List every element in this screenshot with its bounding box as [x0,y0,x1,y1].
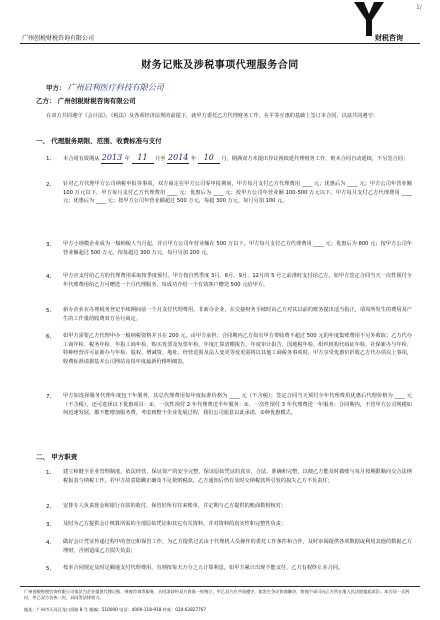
end-year-field: 2014 [168,153,189,162]
footer-address: 地址：广州市天河区龙口西路 8 号 邮编：510000 电话：4000-118-918 传真：020-62827767 [24,607,207,612]
party-a-handwritten-name: 广州启利医疗科技有限公司 [67,83,164,92]
item-number: 6、 [46,334,55,340]
intro-paragraph: 在双方共同遵守《会计法》、《税法》及各项经济法规的前提下，就甲方委托乙方代理财务工作，在平等互惠的基础上签订本合同，以兹共同遵守： [46,113,378,119]
duty-payment-clause: 按本合同规定及时足额地支付代理费用，有则按每天万分之五计算利息，如甲方累计出现不能支付，乙方有权终止本合同。 [63,565,344,571]
general-taxpayer-clause: 甲方小规模企业成为一般纳税人当月起，并且甲方公司年营业额在 500 万以下，甲方每月支付乙方代理费用 ____ 元；优惠后为 800 元；按甲方公司年营业额超过 500 万元，按每超过 300 万元，每月另加 200 元。 [63,241,412,256]
duty-voucher-clause: 做好会计凭证传递过程中的登记和保管工作，为乙方提供过去由于代理机人员操作的委托工作条件和合作，及时审阅提供各项数据或利用其他的数据乙方理财，否则造成乙方损失负责； [63,539,412,554]
party-b-line [36,96,136,105]
party-b-label: 乙方： [36,97,56,105]
item-number: 3、 [46,522,55,528]
duty-cash-clause: 安排专人负责现金和银行存款的收付，保管好所有往来账单，并定期与乙方提供的账面数相核对； [63,503,287,509]
annual-package-clause: 甲方如选择服务代理年度包干年服务，其总代理费用每年度标准价格为 ____ 元（不含税）；签定合同当天预付全年代理费用优惠后代理价格为 ____ 元（不含税）。还可选择以下优惠项目：①、一次性预付 2 年代理费送半年服务：②、一次性预付 3 年代理费送一年服务：合同期内，不管甲方公司规模如何迅速发展，都不能增加服务费，考虑到整个企业发展过程，我们公司愿意以此承诺，②种优惠模式。 [63,393,412,417]
fee-clause: 针对乙方代理甲方公司纳税申报等事项，双方商定在甲方公司零申报期间，甲方每月支付乙方代理费用 ____ 元；优惠后为 ____ 元；甲方公司年营业额 100 万元以下，甲方每月支付乙方代理费用 ____ 元；优惠后为 ____ 元；按甲方公司年营业额 100-500 万元以下，甲方每月支付乙方代理费用 ____ 元；优惠后为 ____ 元；按甲方公司年营业额超过 500 万元，每超 300 万元，每月另加 100 元。 [63,181,412,205]
party-a-line [46,82,164,93]
logo-brand-text: 财税咨询 [375,34,403,42]
item-number: 4、 [46,540,55,546]
item-number: 1、 [46,470,55,476]
extra-services-clause: 如甲方需要乙方代理申办一般纳税资格并且在 200 元，由甲方承担；合同期内乙方如有甲方带收费不超过 500 元的年度集账费用不另外收取；乙方代办工商年检、税务年检、年报工商年检、购买发票及发票年检、年度汇算清缴报告、年度审计报告、国地税年检、组织机构代码证年检、社保新办与年检、特种经营许可证新办与年检、股权、增减资、地址、经营范围及法人变更等变更需将以其他工商税务事项时，甲方享受优惠价折收乙方代办项以上事项，收费标准请据基本公司网站及每年度最新价格明细表。 [63,333,412,365]
end-month-field: 10 [198,154,220,164]
item-number: 7、 [46,394,55,400]
header-divider [20,43,420,44]
duty-documents-clause: 及时为乙方提供会计核算所需的全部原始凭证和其它有关资料，并对资料的真实性和完整性负责； [63,521,287,527]
footer-divider [20,586,420,587]
payment-clause: 甲方应支付给乙方的代理费用采取按季度预付。甲方按自然季度 3月、6月、9月、12月的 5 号之前准时支付给乙方。如甲方签定合同当天一次性预付全年代理费用给乙方可赠送一个月代理服务，每成功介绍一个有效客户赠送 500 元给甲方。 [63,273,412,288]
item-number: 2、 [46,504,55,510]
contract-title: 财务记账及涉税事项代理服务合同 [141,60,299,71]
item-number: 5、 [46,308,55,314]
party-b-name: 广州创税财税咨询有限公司 [57,97,136,105]
section-2-heading: 二、 甲方职责 [36,453,78,461]
start-month-field: 11 [132,154,154,164]
section-1-heading: 一、 代理服务期限、范围、收费标准与支付 [36,137,162,145]
new-company-clause: 新办企业在办理税务登记手续期间前一个月支付代理费用。非新办企业，在交接财务手续时由乙方对其以前的账务提出适当指正，请周所发生的费用及产生的工作量的收费双方另行商定。 [63,307,412,322]
item-number: 2、 [46,182,55,188]
item-number: 5、 [46,566,55,572]
item-number: 3、 [46,242,55,248]
page-number: 1/ [416,4,422,11]
duty-management-clause: 建立和健全企业管理制度，依法经营，保证资产的安全完整，保证原始凭证的真实、合法、准确和完整，以便乙方能及时做账与每月按期限顺向交合法纳税报表与纳税工作，若甲方故意隐瞒正确及不足依则税款，乙方通知后仍有及时交纳税款所引发的损失乙方不负责任； [63,469,412,484]
company-logo-icon [354,2,384,36]
party-a-label: 甲方： [46,84,66,92]
item-number: 4、 [46,274,55,280]
footer-statement: 广州创税财税咨询有限公司依法为企业提供代理记账、财税咨询等服务，合同条款经双方协商一致签订，甲乙双方应共同遵守，如发生争议协商解决，协商不成可向乙方所在地人民法院提起诉讼。本合同一式两份，甲乙双方各执一份，具同等法律效力。 [24,589,410,600]
start-year-field: 2013 [101,153,123,162]
term-clause: 本合同有效期从 2013 年 11 月至 2014 年 10 月，期满双方未提出异议视续延代理财务工作，则本合同自动延续，不另签合同； [63,153,409,162]
header-company-name: 广州创税财税咨询有限公司 [22,35,95,42]
item-number: 1、 [46,156,55,162]
